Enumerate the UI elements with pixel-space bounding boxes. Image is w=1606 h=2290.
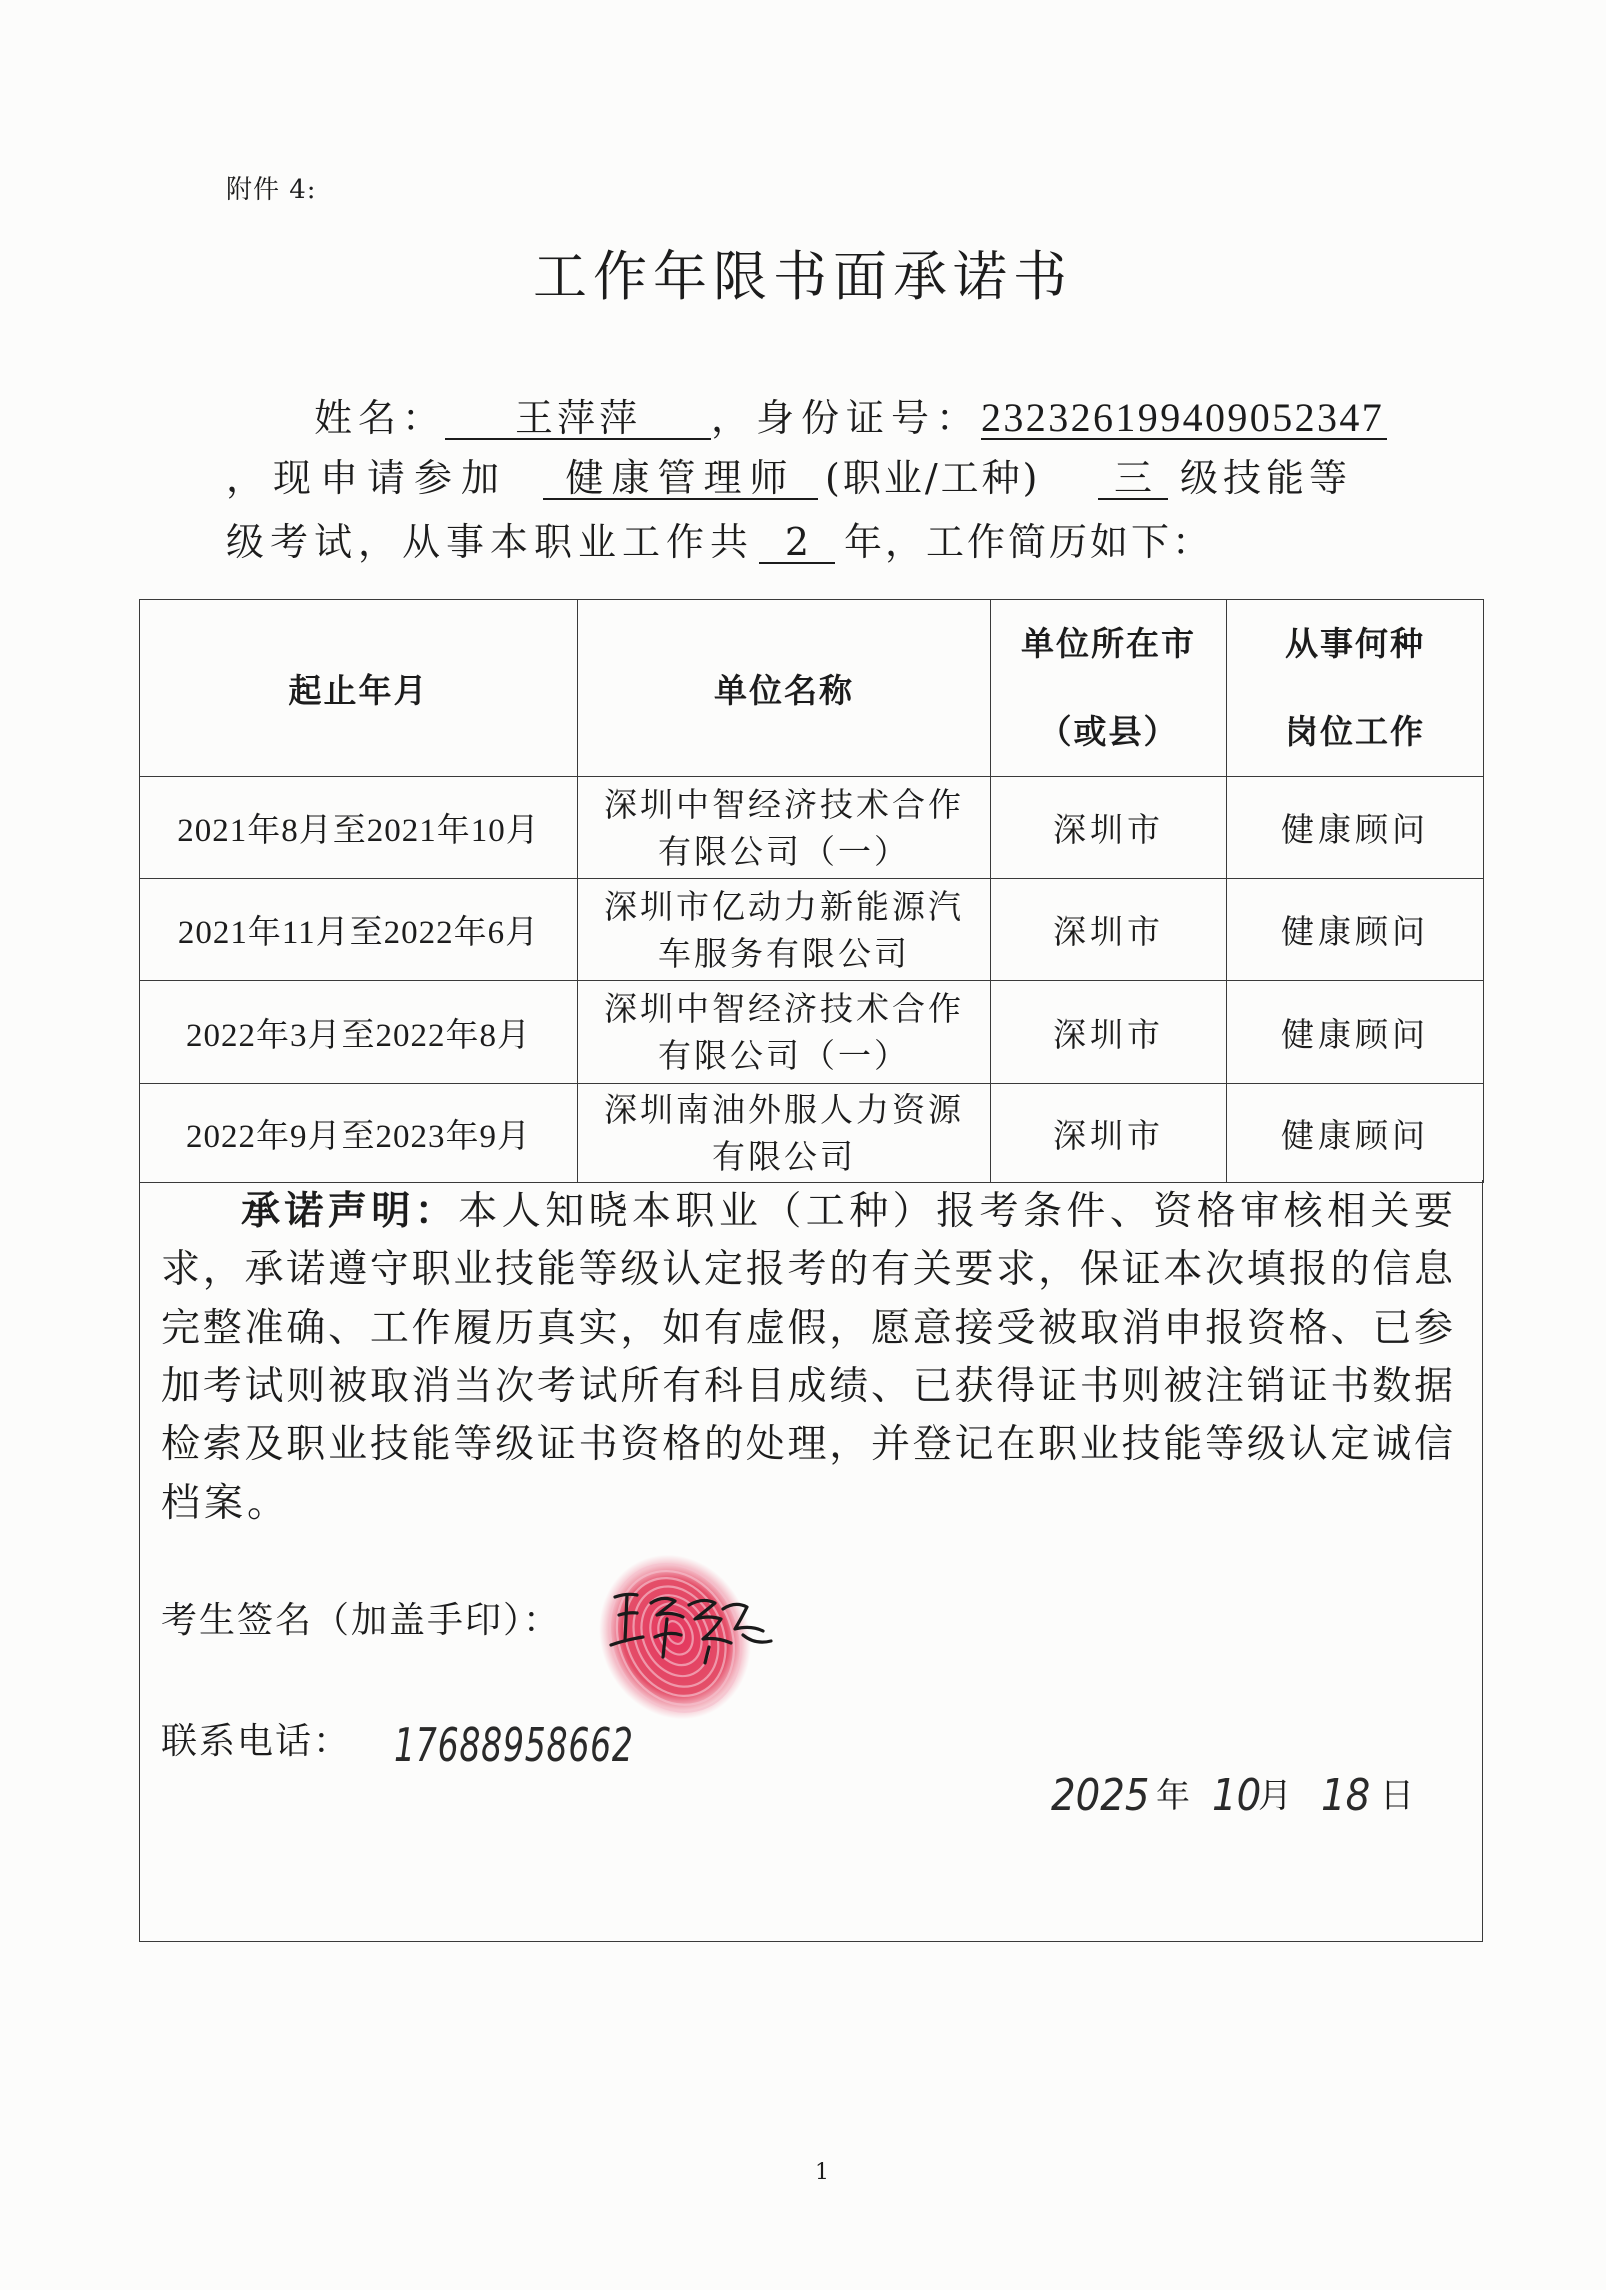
header-position (1227, 600, 1484, 777)
document-title: 工作年限书面承诺书 (533, 245, 1073, 308)
cell-company (578, 1084, 991, 1183)
occupation-field: 健康管理师 (543, 456, 818, 500)
date-month: 10 (1212, 1770, 1262, 1821)
page-number: 1 (815, 2160, 829, 2185)
date-year-unit: 年 (1156, 1776, 1190, 1816)
header-label: 起止年月 (288, 670, 429, 710)
company-line: 深圳南油外服人力资源 (604, 1090, 964, 1129)
header-label: （或县） (1038, 712, 1179, 751)
occupation-suffix: (职业/工种) (825, 456, 1041, 500)
work-history-table (139, 599, 1484, 1183)
id-label: ，身份证号： (711, 396, 982, 440)
statement-line: 加考试则被取消当次考试所有科目成绩、已获得证书则被注销证书数据 (161, 1364, 1453, 1409)
date-day-unit: 日 (1380, 1776, 1414, 1816)
statement-line: 完整准确、工作履历真实，如有虚假，愿意接受被取消申报资格、已参 (161, 1306, 1453, 1351)
cell-city: 深圳市 (991, 1084, 1227, 1183)
years-prefix: 级考试，从事本职业工作共 (226, 520, 755, 564)
cell-city: 深圳市 (991, 981, 1227, 1084)
statement-line: 档案。 (161, 1481, 291, 1526)
cell-position: 健康顾问 (1227, 879, 1484, 981)
statement-label: 承诺声明： (241, 1189, 459, 1234)
fingerprint-signature-image (585, 1545, 785, 1725)
statement-text: 本人知晓本职业（工种）报考条件、资格审核相关要 (458, 1189, 1453, 1234)
level-suffix: 级技能等 (1180, 456, 1353, 500)
cell-company (578, 777, 991, 879)
phone-label: 联系电话： (161, 1721, 352, 1762)
header-period (140, 600, 578, 777)
years-field: 2 (759, 520, 835, 564)
header-label: 岗位工作 (1285, 712, 1425, 751)
cell-position: 健康顾问 (1227, 777, 1484, 879)
table-row (140, 777, 1484, 879)
table-row (140, 879, 1484, 981)
cell-company (578, 981, 991, 1084)
years-suffix: 年，工作简历如下： (844, 520, 1214, 564)
cell-position: 健康顾问 (1227, 981, 1484, 1084)
name-field: 王萍萍 (445, 396, 711, 440)
cell-city: 深圳市 (991, 879, 1227, 981)
company-line: 深圳市亿动力新能源汽 (604, 886, 964, 926)
company-line: 车服务有限公司 (658, 933, 910, 973)
header-label: 单位所在市 (1021, 624, 1196, 663)
statement-line: 求，承诺遵守职业技能等级认定报考的有关要求，保证本次填报的信息 (161, 1247, 1453, 1292)
date-day: 18 (1321, 1770, 1371, 1821)
company-line: 深圳中智经济技术合作 (604, 989, 964, 1028)
company-line: 有限公司（一） (658, 831, 910, 871)
company-line: 深圳中智经济技术合作 (604, 784, 964, 824)
header-label: 从事何种 (1285, 624, 1425, 663)
signature-label: 考生签名（加盖手印）： (161, 1600, 562, 1641)
statement-line (241, 1186, 1453, 1238)
cell-period: 2022年3月至2022年8月 (140, 981, 578, 1084)
date-month-unit: 月 (1258, 1776, 1292, 1816)
date-year: 2025 (1051, 1770, 1150, 1821)
cell-period: 2021年8月至2021年10月 (140, 777, 578, 879)
table-header-row (140, 600, 1484, 777)
header-city (991, 600, 1227, 777)
cell-period: 2022年9月至2023年9月 (140, 1084, 578, 1183)
id-number-field: 232326199409052347 (981, 396, 1387, 440)
apply-prefix: ，现申请参加 (226, 456, 509, 500)
cell-position: 健康顾问 (1227, 1084, 1484, 1183)
name-label: 姓名： (314, 396, 447, 440)
header-company (578, 600, 991, 777)
company-line: 有限公司（一） (658, 1036, 910, 1075)
header-label: 单位名称 (714, 670, 854, 710)
cell-company (578, 879, 991, 981)
cell-city: 深圳市 (991, 777, 1227, 879)
table-row (140, 1084, 1484, 1183)
statement-line: 检索及职业技能等级证书资格的处理，并登记在职业技能等级认定诚信 (161, 1422, 1453, 1467)
attachment-label: 附件 4: (226, 175, 317, 205)
cell-period: 2021年11月至2022年6月 (140, 879, 578, 981)
company-line: 有限公司 (712, 1137, 856, 1176)
phone-number-handwritten: 17688958662 (394, 1718, 634, 1772)
table-row (140, 981, 1484, 1084)
level-field: 三 (1098, 456, 1168, 500)
